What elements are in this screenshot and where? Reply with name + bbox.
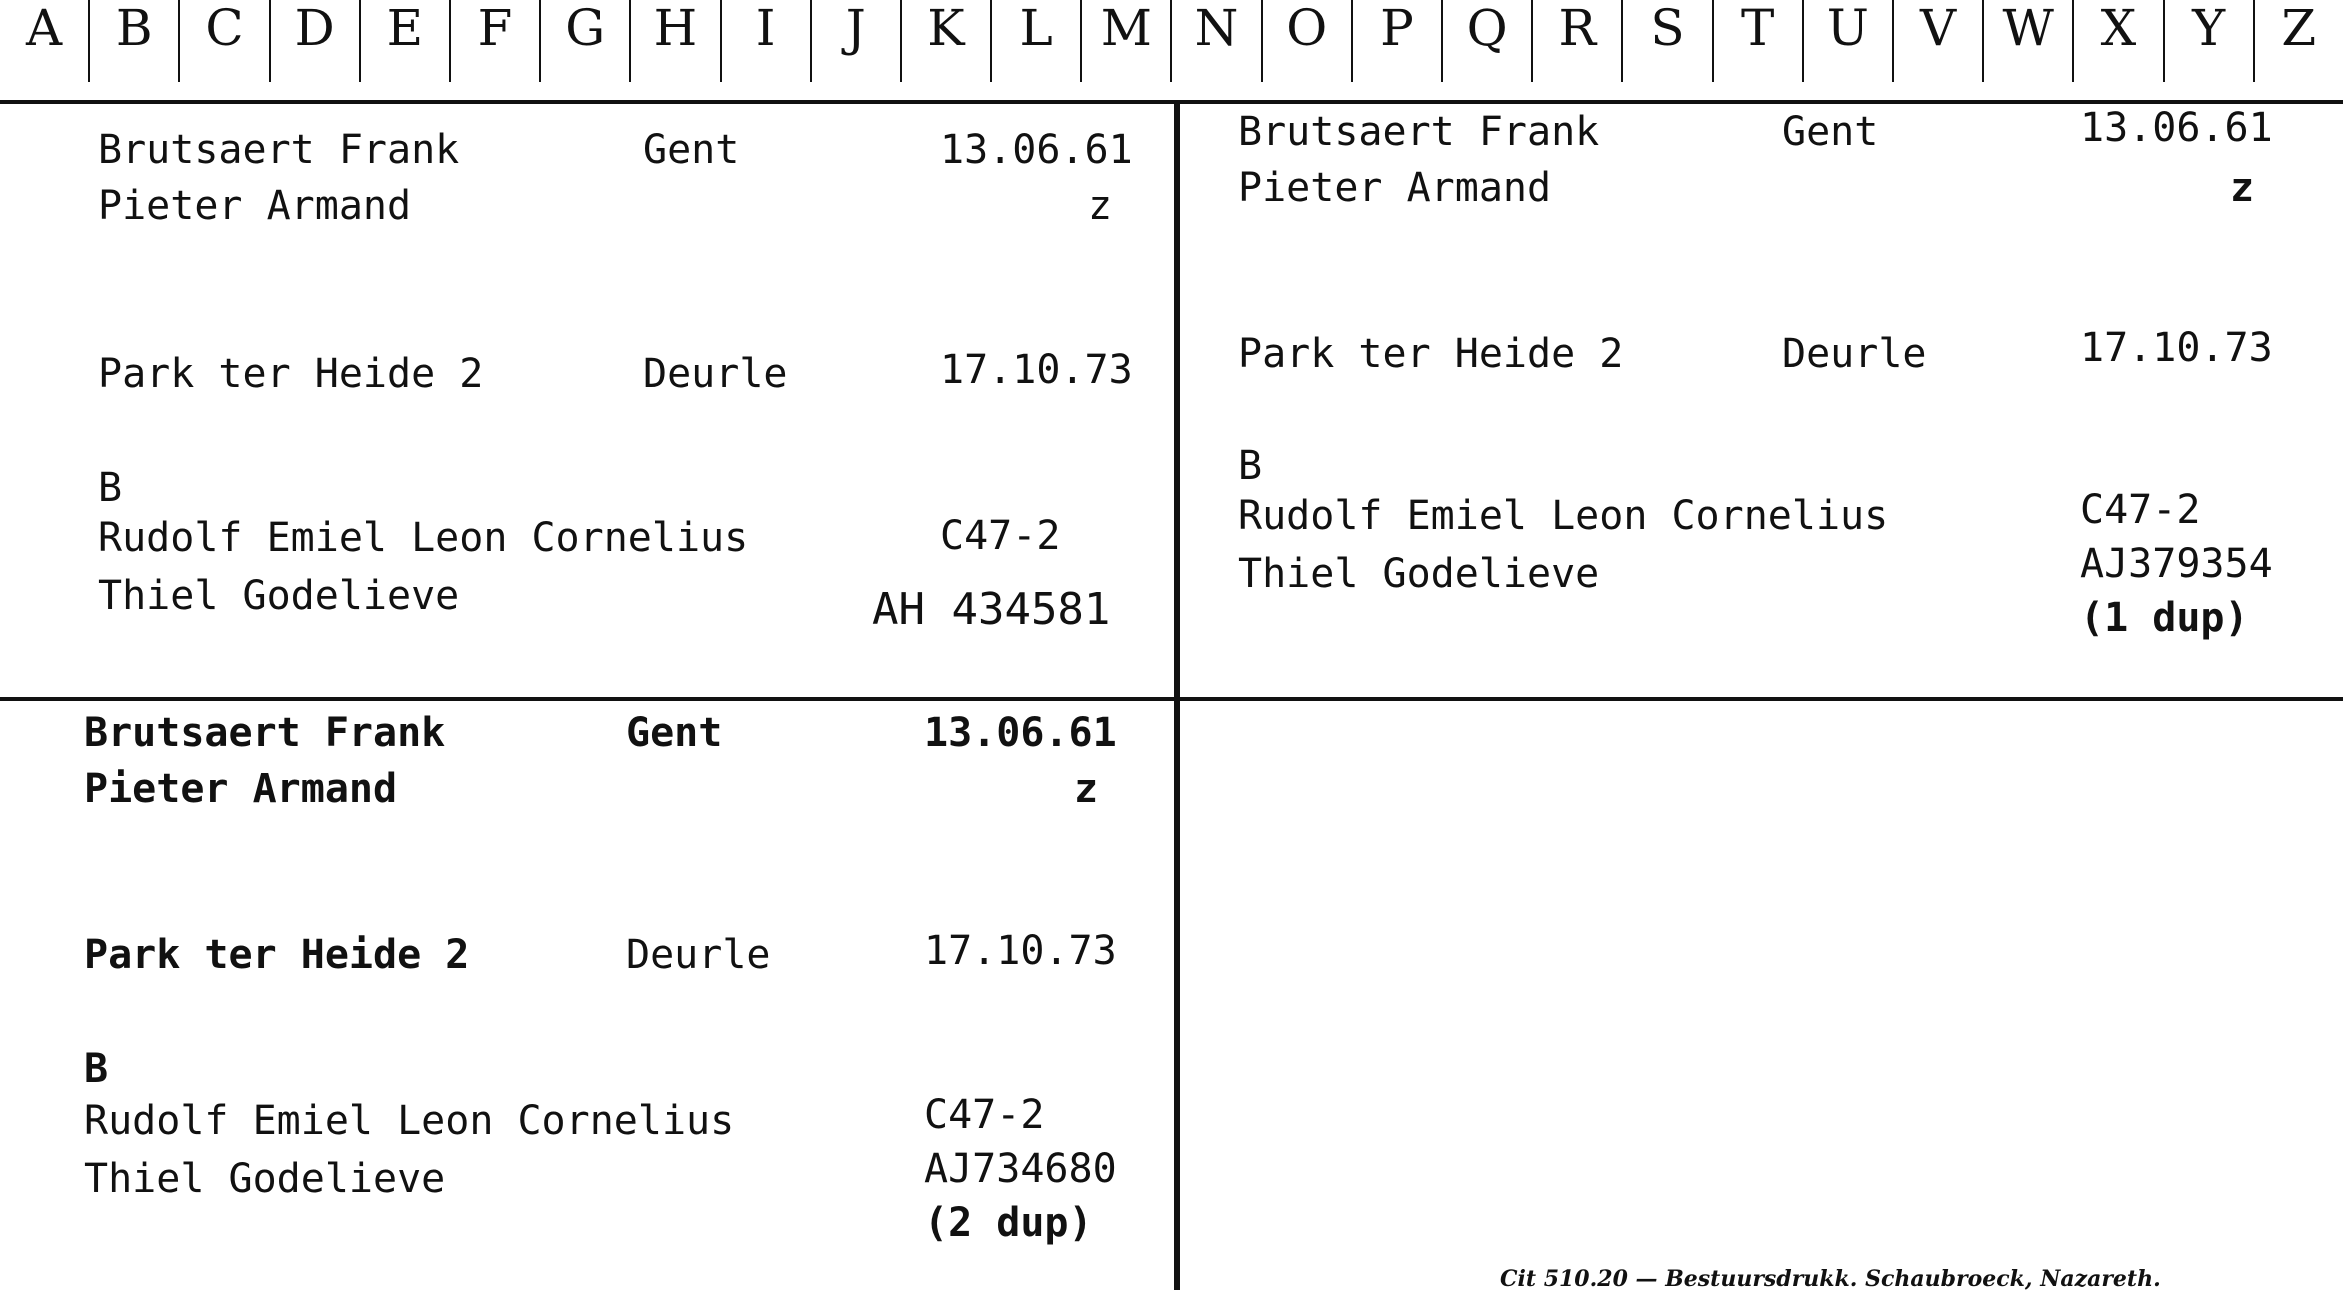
birth-place: Gent	[643, 127, 740, 173]
other-names: Pieter Armand	[1238, 165, 1552, 211]
index-letter-v: V	[1894, 0, 1984, 82]
record-card-3	[0, 701, 1174, 1301]
birth-place: Gent	[1782, 109, 1879, 155]
father-name: Rudolf Emiel Leon Cornelius	[1238, 493, 1889, 539]
registration-date: 17.10.73	[924, 928, 1117, 974]
index-letter-c: C	[180, 0, 270, 82]
index-letter-h: H	[631, 0, 721, 82]
birth-date: 13.06.61	[924, 710, 1117, 756]
document-number: AJ734680	[924, 1146, 1117, 1192]
index-letter-l: L	[992, 0, 1082, 82]
document-number: AJ379354	[2080, 541, 2273, 587]
birth-date: 13.06.61	[940, 127, 1133, 173]
birth-date: 13.06.61	[2080, 105, 2273, 151]
index-letter-z: Z	[2281, 0, 2317, 57]
sex: z	[1074, 766, 1099, 812]
duplicate-note: (1 dup)	[2080, 595, 2249, 641]
sex: z	[1088, 183, 1113, 229]
index-letter-w: W	[1984, 0, 2074, 82]
index-letter-r: R	[1533, 0, 1623, 82]
address: Park ter Heide 2	[1238, 331, 1624, 377]
duplicate-note: (2 dup)	[924, 1200, 1093, 1246]
document-number: AH 434581	[872, 584, 1111, 635]
mother-name: Thiel Godelieve	[98, 573, 460, 619]
address: Park ter Heide 2	[84, 932, 470, 978]
sex: z	[2230, 165, 2255, 211]
record-card-2	[1180, 104, 2343, 697]
index-letter-i: I	[722, 0, 812, 82]
surname-first: Brutsaert Frank	[84, 710, 446, 756]
code: C47-2	[924, 1092, 1045, 1138]
father-name: Rudolf Emiel Leon Cornelius	[84, 1098, 735, 1144]
code: C47-2	[940, 513, 1061, 559]
mother-name: Thiel Godelieve	[84, 1156, 446, 1202]
index-letter-m: M	[1082, 0, 1172, 82]
index-letter-f: F	[451, 0, 541, 82]
index-letter-a: A	[0, 0, 90, 82]
index-letter-k: K	[902, 0, 992, 82]
index-letter-q: Q	[1443, 0, 1533, 82]
printer-imprint: Cit 510.20 — Bestuursdrukk. Schaubroeck, Nazareth.	[1500, 1266, 2161, 1292]
residence: Deurle	[626, 932, 771, 978]
index-letter-j: J	[812, 0, 902, 82]
index-letter-g: G	[541, 0, 631, 82]
birth-place: Gent	[626, 710, 723, 756]
index-letter-t: T	[1714, 0, 1804, 82]
mother-name: Thiel Godelieve	[1238, 551, 1600, 597]
surname-first: Brutsaert Frank	[1238, 109, 1600, 155]
index-letter-u: U	[1804, 0, 1894, 82]
residence: Deurle	[1782, 331, 1927, 377]
registration-date: 17.10.73	[2080, 325, 2273, 371]
index-letter-d: D	[271, 0, 361, 82]
nationality: B	[98, 465, 123, 511]
code: C47-2	[2080, 487, 2201, 533]
index-letter-x: X	[2074, 0, 2164, 82]
index-letter-s: S	[1623, 0, 1713, 82]
index-letter-y: Y	[2165, 0, 2255, 82]
father-name: Rudolf Emiel Leon Cornelius	[98, 515, 749, 561]
other-names: Pieter Armand	[98, 183, 412, 229]
index-letter-b: B	[90, 0, 180, 82]
record-card-1	[0, 104, 1174, 697]
other-names: Pieter Armand	[84, 766, 398, 812]
registration-date: 17.10.73	[940, 347, 1133, 393]
address: Park ter Heide 2	[98, 351, 484, 397]
residence: Deurle	[643, 351, 788, 397]
index-letter-n: N	[1172, 0, 1262, 82]
index-letter-e: E	[361, 0, 451, 82]
index-letter-strip	[0, 0, 2343, 82]
index-letter-o: O	[1263, 0, 1353, 82]
nationality: B	[84, 1046, 109, 1092]
surname-first: Brutsaert Frank	[98, 127, 460, 173]
nationality: B	[1238, 443, 1263, 489]
index-letter-p: P	[1353, 0, 1443, 82]
